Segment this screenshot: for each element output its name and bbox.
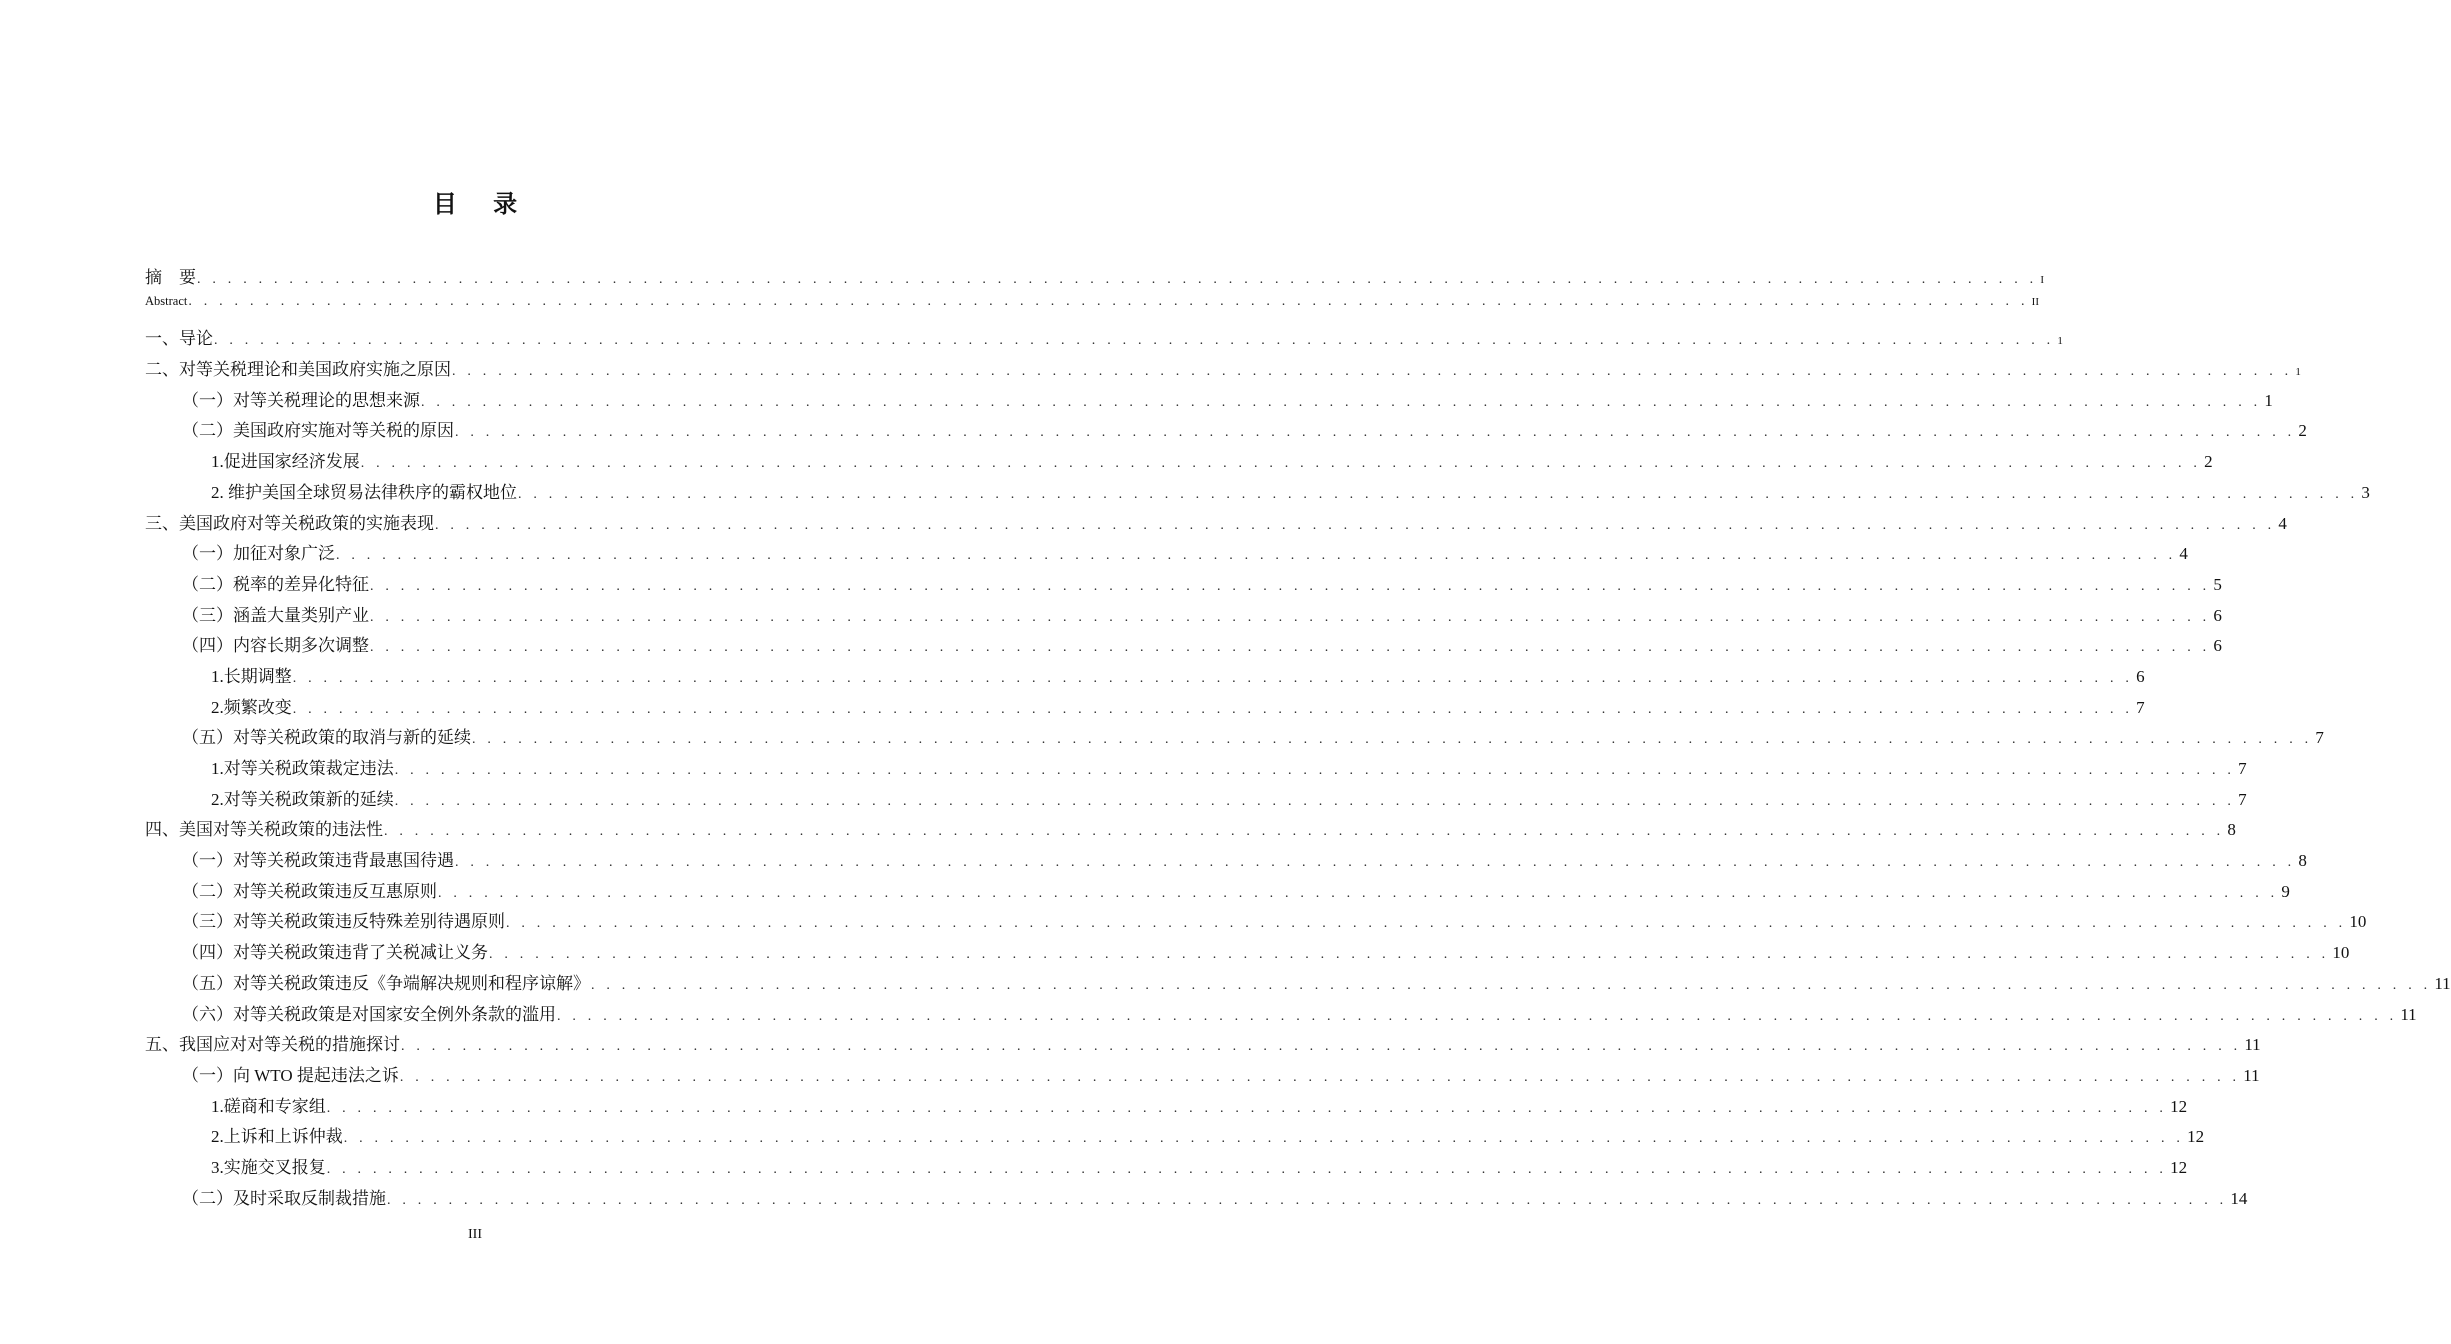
page-number-footer: III: [468, 1227, 482, 1242]
toc-entry[interactable]: [145, 386, 2273, 417]
toc-entry-label: （三）对等关税政策违反特殊差别待遇原则: [182, 912, 505, 932]
toc-entry[interactable]: [145, 662, 2145, 693]
toc-leader-dots: . . . . . . . . . . . . . . . . . . . . . . . . . . . . . . . . . . . . . . . . . . . . . . . . . . . . . . . . . . . . . . . . . . . . . . . . . . . . . . . . . . . . . . . . . . . . . . . . . . . . . . . . . . . . . . . . . . . . . . . .: [438, 885, 2279, 901]
toc-leader-dots: . . . . . . . . . . . . . . . . . . . . . . . . . . . . . . . . . . . . . . . . . . . . . . . . . . . . . . . . . . . . . . . . . . . . . . . . . . . . . . . . . . . . . . . . . . . . . . . . . . . . . . . . . . . . . . . . . . . . . . . .: [326, 1100, 2168, 1116]
toc-entry[interactable]: [145, 1061, 2260, 1092]
toc-entry-label: 2.对等关税政策新的延续: [211, 789, 394, 809]
toc-entry-page: 7: [2238, 759, 2247, 778]
toc-entry-label: 五、我国应对对等关税的措施探讨: [145, 1035, 400, 1055]
toc-entry[interactable]: [145, 601, 2222, 632]
toc-entry-page: 4: [2179, 544, 2188, 564]
toc-leader-dots: . . . . . . . . . . . . . . . . . . . . . . . . . . . . . . . . . . . . . . . . . . . . . . . . . . . . . . . . . . . . . . . . . . . . . . . . . . . . . . . . . . . . . . . . . . . . . . . . . . . . . . . . . . . . . . . . . . . . . . . .: [197, 272, 2038, 287]
toc-entry-page: II: [2031, 295, 2039, 308]
toc-leader-dots: . . . . . . . . . . . . . . . . . . . . . . . . . . . . . . . . . . . . . . . . . . . . . . . . . . . . . . . . . . . . . . . . . . . . . . . . . . . . . . . . . . . . . . . . . . . . . . . . . . . . . . . . . . . . . . . . . . . . . . . .: [455, 855, 2296, 871]
toc-entry-label: （四）内容长期多次调整: [182, 636, 369, 656]
toc-entry[interactable]: [145, 478, 2370, 509]
toc-entry[interactable]: [145, 969, 2451, 1000]
toc-leader-dots: . . . . . . . . . . . . . . . . . . . . . . . . . . . . . . . . . . . . . . . . . . . . . . . . . . . . . . . . . . . . . . . . . . . . . . . . . . . . . . . . . . . . . . . . . . . . . . . . . . . . . . . . . . . . . . . . . . . . . . . .: [452, 364, 2293, 380]
toc-entry-page: 3: [2361, 482, 2370, 502]
toc-entry-page: 7: [2136, 697, 2145, 717]
toc-entry-page: 2: [2204, 452, 2213, 472]
toc-entry[interactable]: [145, 324, 2063, 355]
toc-leader-dots: . . . . . . . . . . . . . . . . . . . . . . . . . . . . . . . . . . . . . . . . . . . . . . . . . . . . . . . . . . . . . . . . . . . . . . . . . . . . . . . . . . . . . . . . . . . . . . . . . . . . . . . . . . . . . . . . . . . . . . . .: [394, 763, 2236, 778]
toc-entry-label: （一）加征对象广泛: [182, 544, 335, 564]
toc-entry[interactable]: [145, 631, 2222, 662]
toc-entry-page: 4: [2278, 513, 2287, 533]
toc-entry-label: （二）美国政府实施对等关税的原因: [182, 421, 454, 441]
toc-entry-label: 摘 要: [145, 268, 196, 287]
toc-leader-dots: . . . . . . . . . . . . . . . . . . . . . . . . . . . . . . . . . . . . . . . . . . . . . . . . . . . . . . . . . . . . . . . . . . . . . . . . . . . . . . . . . . . . . . . . . . . . . . . . . . . . . . . . . . . . . . . . . . . . . . . .: [292, 670, 2134, 686]
toc-entry[interactable]: [145, 938, 2350, 969]
toc-leader-dots: . . . . . . . . . . . . . . . . . . . . . . . . . . . . . . . . . . . . . . . . . . . . . . . . . . . . . . . . . . . . . . . . . . . . . . . . . . . . . . . . . . . . . . . . . . . . . . . . . . . . . . . . . . . . . . . . . . . . . . . .: [343, 1131, 2185, 1147]
toc-leader-dots: . . . . . . . . . . . . . . . . . . . . . . . . . . . . . . . . . . . . . . . . . . . . . . . . . . . . . . . . . . . . . . . . . . . . . . . . . . . . . . . . . . . . . . . . . . . . . . . . . . . . . . . . . . . . . . . . . . . . . . . .: [489, 947, 2330, 963]
toc-entry[interactable]: [145, 1153, 2188, 1184]
toc-entry-label: （五）对等关税政策违反《争端解决规则和程序谅解》: [182, 973, 590, 993]
toc-leader-dots: . . . . . . . . . . . . . . . . . . . . . . . . . . . . . . . . . . . . . . . . . . . . . . . . . . . . . . . . . . . . . . . . . . . . . . . . . . . . . . . . . . . . . . . . . . . . . . . . . . . . . . . . . . . . . . . . . . . . . . . .: [401, 1039, 2242, 1055]
toc-entry-label: 三、美国政府对等关税政策的实施表现: [145, 513, 434, 533]
toc-leader-dots: . . . . . . . . . . . . . . . . . . . . . . . . . . . . . . . . . . . . . . . . . . . . . . . . . . . . . . . . . . . . . . . . . . . . . . . . . . . . . . . . . . . . . . . . . . . . . . . . . . . . . . . . . . . . . . . . . . . . . . . .: [370, 578, 2211, 594]
toc-entry[interactable]: [145, 723, 2324, 754]
toc-entry-page: 11: [2243, 1065, 2260, 1085]
toc-entry-label: 2. 维护美国全球贸易法律秩序的霸权地位: [211, 482, 517, 502]
toc-entry-page: 1: [2295, 366, 2301, 379]
table-of-contents: [145, 263, 2451, 1214]
toc-entry-page: 5: [2213, 574, 2222, 594]
toc-entry[interactable]: [145, 815, 2236, 846]
toc-entry-label: （二）税率的差异化特征: [182, 574, 369, 594]
toc-leader-dots: . . . . . . . . . . . . . . . . . . . . . . . . . . . . . . . . . . . . . . . . . . . . . . . . . . . . . . . . . . . . . . . . . . . . . . . . . . . . . . . . . . . . . . . . . . . . . . . . . . . . . . . . . . . . . . . . . . . . . . . .: [518, 486, 2359, 502]
toc-entry-page: 10: [2349, 912, 2367, 932]
toc-entry-page: 1: [2264, 390, 2273, 410]
toc-entry-page: 1: [2057, 335, 2063, 348]
toc-entry[interactable]: [145, 293, 2039, 325]
toc-entry[interactable]: [145, 877, 2290, 908]
toc-entry[interactable]: [145, 907, 2367, 938]
toc-entry[interactable]: [145, 416, 2307, 447]
toc-entry-label: （六）对等关税政策是对国家安全例外条款的滥用: [182, 1004, 556, 1024]
toc-entry-label: （一）对等关税政策违背最惠国待遇: [182, 851, 454, 871]
toc-entry-label: 2.上诉和上诉仲裁: [211, 1127, 343, 1147]
toc-entry-label: 1.促进国家经济发展: [211, 452, 360, 472]
toc-entry-page: I: [2040, 274, 2044, 286]
toc-entry-label: 1.长期调整: [211, 666, 292, 686]
toc-entry-page: 6: [2213, 605, 2222, 625]
toc-entry[interactable]: [145, 693, 2145, 724]
toc-entry-page: 12: [2187, 1127, 2205, 1147]
toc-entry-page: 14: [2230, 1188, 2248, 1208]
toc-leader-dots: . . . . . . . . . . . . . . . . . . . . . . . . . . . . . . . . . . . . . . . . . . . . . . . . . . . . . . . . . . . . . . . . . . . . . . . . . . . . . . . . . . . . . . . . . . . . . . . . . . . . . . . . . . . . . . . . . . . . . . . .: [188, 293, 2029, 309]
toc-leader-dots: . . . . . . . . . . . . . . . . . . . . . . . . . . . . . . . . . . . . . . . . . . . . . . . . . . . . . . . . . . . . . . . . . . . . . . . . . . . . . . . . . . . . . . . . . . . . . . . . . . . . . . . . . . . . . . . . . . . . . . . .: [394, 793, 2236, 809]
toc-entry-page: 6: [2213, 636, 2222, 656]
toc-leader-dots: . . . . . . . . . . . . . . . . . . . . . . . . . . . . . . . . . . . . . . . . . . . . . . . . . . . . . . . . . . . . . . . . . . . . . . . . . . . . . . . . . . . . . . . . . . . . . . . . . . . . . . . . . . . . . . . . . . . . . . . .: [435, 517, 2276, 533]
toc-entry-page: 11: [2400, 1004, 2417, 1024]
toc-entry-page: 12: [2170, 1096, 2188, 1116]
toc-leader-dots: . . . . . . . . . . . . . . . . . . . . . . . . . . . . . . . . . . . . . . . . . . . . . . . . . . . . . . . . . . . . . . . . . . . . . . . . . . . . . . . . . . . . . . . . . . . . . . . . . . . . . . . . . . . . . . . . . . . . . . . .: [360, 456, 2202, 472]
toc-entry[interactable]: [145, 846, 2307, 877]
toc-entry[interactable]: [145, 1184, 2248, 1215]
toc-leader-dots: . . . . . . . . . . . . . . . . . . . . . . . . . . . . . . . . . . . . . . . . . . . . . . . . . . . . . . . . . . . . . . . . . . . . . . . . . . . . . . . . . . . . . . . . . . . . . . . . . . . . . . . . . . . . . . . . . . . . . . . .: [214, 333, 2055, 349]
toc-leader-dots: . . . . . . . . . . . . . . . . . . . . . . . . . . . . . . . . . . . . . . . . . . . . . . . . . . . . . . . . . . . . . . . . . . . . . . . . . . . . . . . . . . . . . . . . . . . . . . . . . . . . . . . . . . . . . . . . . . . . . . . .: [370, 640, 2211, 656]
toc-leader-dots: . . . . . . . . . . . . . . . . . . . . . . . . . . . . . . . . . . . . . . . . . . . . . . . . . . . . . . . . . . . . . . . . . . . . . . . . . . . . . . . . . . . . . . . . . . . . . . . . . . . . . . . . . . . . . . . . . . . . . . . .: [472, 732, 2313, 748]
toc-entry-label: 3.实施交叉报复: [211, 1157, 326, 1177]
toc-entry-page: 10: [2332, 943, 2350, 963]
toc-leader-dots: . . . . . . . . . . . . . . . . . . . . . . . . . . . . . . . . . . . . . . . . . . . . . . . . . . . . . . . . . . . . . . . . . . . . . . . . . . . . . . . . . . . . . . . . . . . . . . . . . . . . . . . . . . . . . . . . . . . . . . . .: [326, 1161, 2168, 1177]
toc-entry[interactable]: [145, 1092, 2188, 1123]
page-title: 目 录: [432, 190, 532, 218]
toc-entry[interactable]: [145, 570, 2222, 601]
toc-entry[interactable]: [145, 1030, 2261, 1061]
toc-leader-dots: . . . . . . . . . . . . . . . . . . . . . . . . . . . . . . . . . . . . . . . . . . . . . . . . . . . . . . . . . . . . . . . . . . . . . . . . . . . . . . . . . . . . . . . . . . . . . . . . . . . . . . . . . . . . . . . . . . . . . . . .: [370, 609, 2211, 625]
toc-entry-page: 7: [2315, 728, 2324, 748]
toc-leader-dots: . . . . . . . . . . . . . . . . . . . . . . . . . . . . . . . . . . . . . . . . . . . . . . . . . . . . . . . . . . . . . . . . . . . . . . . . . . . . . . . . . . . . . . . . . . . . . . . . . . . . . . . . . . . . . . . . . . . . . . . .: [421, 394, 2262, 410]
toc-entry[interactable]: [145, 785, 2247, 816]
toc-entry[interactable]: [145, 355, 2301, 386]
toc-leader-dots: . . . . . . . . . . . . . . . . . . . . . . . . . . . . . . . . . . . . . . . . . . . . . . . . . . . . . . . . . . . . . . . . . . . . . . . . . . . . . . . . . . . . . . . . . . . . . . . . . . . . . . . . . . . . . . . . . . . . . . . .: [506, 916, 2347, 932]
toc-entry[interactable]: [145, 1000, 2417, 1031]
toc-entry-page: 8: [2227, 820, 2236, 840]
toc-entry-label: （二）对等关税政策违反互惠原则: [182, 881, 437, 901]
toc-entry-label: Abstract: [145, 293, 188, 308]
toc-entry-page: 7: [2238, 789, 2247, 809]
toc-entry[interactable]: [145, 754, 2247, 785]
toc-leader-dots: . . . . . . . . . . . . . . . . . . . . . . . . . . . . . . . . . . . . . . . . . . . . . . . . . . . . . . . . . . . . . . . . . . . . . . . . . . . . . . . . . . . . . . . . . . . . . . . . . . . . . . . . . . . . . . . . . . . . . . . .: [292, 701, 2134, 717]
toc-leader-dots: . . . . . . . . . . . . . . . . . . . . . . . . . . . . . . . . . . . . . . . . . . . . . . . . . . . . . . . . . . . . . . . . . . . . . . . . . . . . . . . . . . . . . . . . . . . . . . . . . . . . . . . . . . . . . . . . . . . . . . . .: [557, 1008, 2398, 1024]
toc-entry[interactable]: [145, 539, 2188, 570]
toc-entry-page: 11: [2244, 1035, 2261, 1055]
toc-entry-label: （一）对等关税理论的思想来源: [182, 390, 420, 410]
toc-entry-page: 12: [2170, 1157, 2188, 1177]
toc-entry[interactable]: [145, 447, 2213, 478]
toc-entry-page: 11: [2434, 973, 2451, 993]
toc-entry-label: 1.磋商和专家组: [211, 1096, 326, 1116]
toc-entry-label: 四、美国对等关税政策的违法性: [145, 820, 383, 840]
toc-leader-dots: . . . . . . . . . . . . . . . . . . . . . . . . . . . . . . . . . . . . . . . . . . . . . . . . . . . . . . . . . . . . . . . . . . . . . . . . . . . . . . . . . . . . . . . . . . . . . . . . . . . . . . . . . . . . . . . . . . . . . . . .: [591, 977, 2432, 993]
toc-entry-page: 8: [2298, 851, 2307, 871]
toc-entry-label: （二）及时采取反制裁措施: [182, 1188, 386, 1208]
toc-entry[interactable]: [145, 509, 2287, 540]
toc-leader-dots: . . . . . . . . . . . . . . . . . . . . . . . . . . . . . . . . . . . . . . . . . . . . . . . . . . . . . . . . . . . . . . . . . . . . . . . . . . . . . . . . . . . . . . . . . . . . . . . . . . . . . . . . . . . . . . . . . . . . . . . .: [336, 548, 2177, 564]
toc-entry-page: 6: [2136, 666, 2145, 686]
toc-entry-label: 二、对等关税理论和美国政府实施之原因: [145, 360, 451, 380]
toc-entry-label: 1.对等关税政策裁定违法: [211, 759, 394, 778]
toc-entry-page: 9: [2281, 881, 2290, 901]
toc-leader-dots: . . . . . . . . . . . . . . . . . . . . . . . . . . . . . . . . . . . . . . . . . . . . . . . . . . . . . . . . . . . . . . . . . . . . . . . . . . . . . . . . . . . . . . . . . . . . . . . . . . . . . . . . . . . . . . . . . . . . . . . .: [455, 425, 2296, 441]
toc-entry-page: 2: [2298, 421, 2307, 441]
toc-leader-dots: . . . . . . . . . . . . . . . . . . . . . . . . . . . . . . . . . . . . . . . . . . . . . . . . . . . . . . . . . . . . . . . . . . . . . . . . . . . . . . . . . . . . . . . . . . . . . . . . . . . . . . . . . . . . . . . . . . . . . . . .: [384, 824, 2225, 840]
toc-entry-label: （四）对等关税政策违背了关税减让义务: [182, 943, 488, 963]
toc-entry[interactable]: [145, 263, 2044, 294]
toc-entry[interactable]: [145, 1122, 2205, 1153]
toc-entry-label: （五）对等关税政策的取消与新的延续: [182, 728, 471, 748]
toc-entry-label: （一）向 WTO 提起违法之诉: [182, 1065, 399, 1085]
toc-leader-dots: . . . . . . . . . . . . . . . . . . . . . . . . . . . . . . . . . . . . . . . . . . . . . . . . . . . . . . . . . . . . . . . . . . . . . . . . . . . . . . . . . . . . . . . . . . . . . . . . . . . . . . . . . . . . . . . . . . . . . . . .: [399, 1069, 2241, 1085]
toc-leader-dots: . . . . . . . . . . . . . . . . . . . . . . . . . . . . . . . . . . . . . . . . . . . . . . . . . . . . . . . . . . . . . . . . . . . . . . . . . . . . . . . . . . . . . . . . . . . . . . . . . . . . . . . . . . . . . . . . . . . . . . . .: [387, 1192, 2228, 1208]
toc-entry-label: 2.频繁改变: [211, 697, 292, 717]
toc-entry-label: 一、导论: [145, 329, 213, 349]
toc-entry-label: （三）涵盖大量类别产业: [182, 605, 369, 625]
